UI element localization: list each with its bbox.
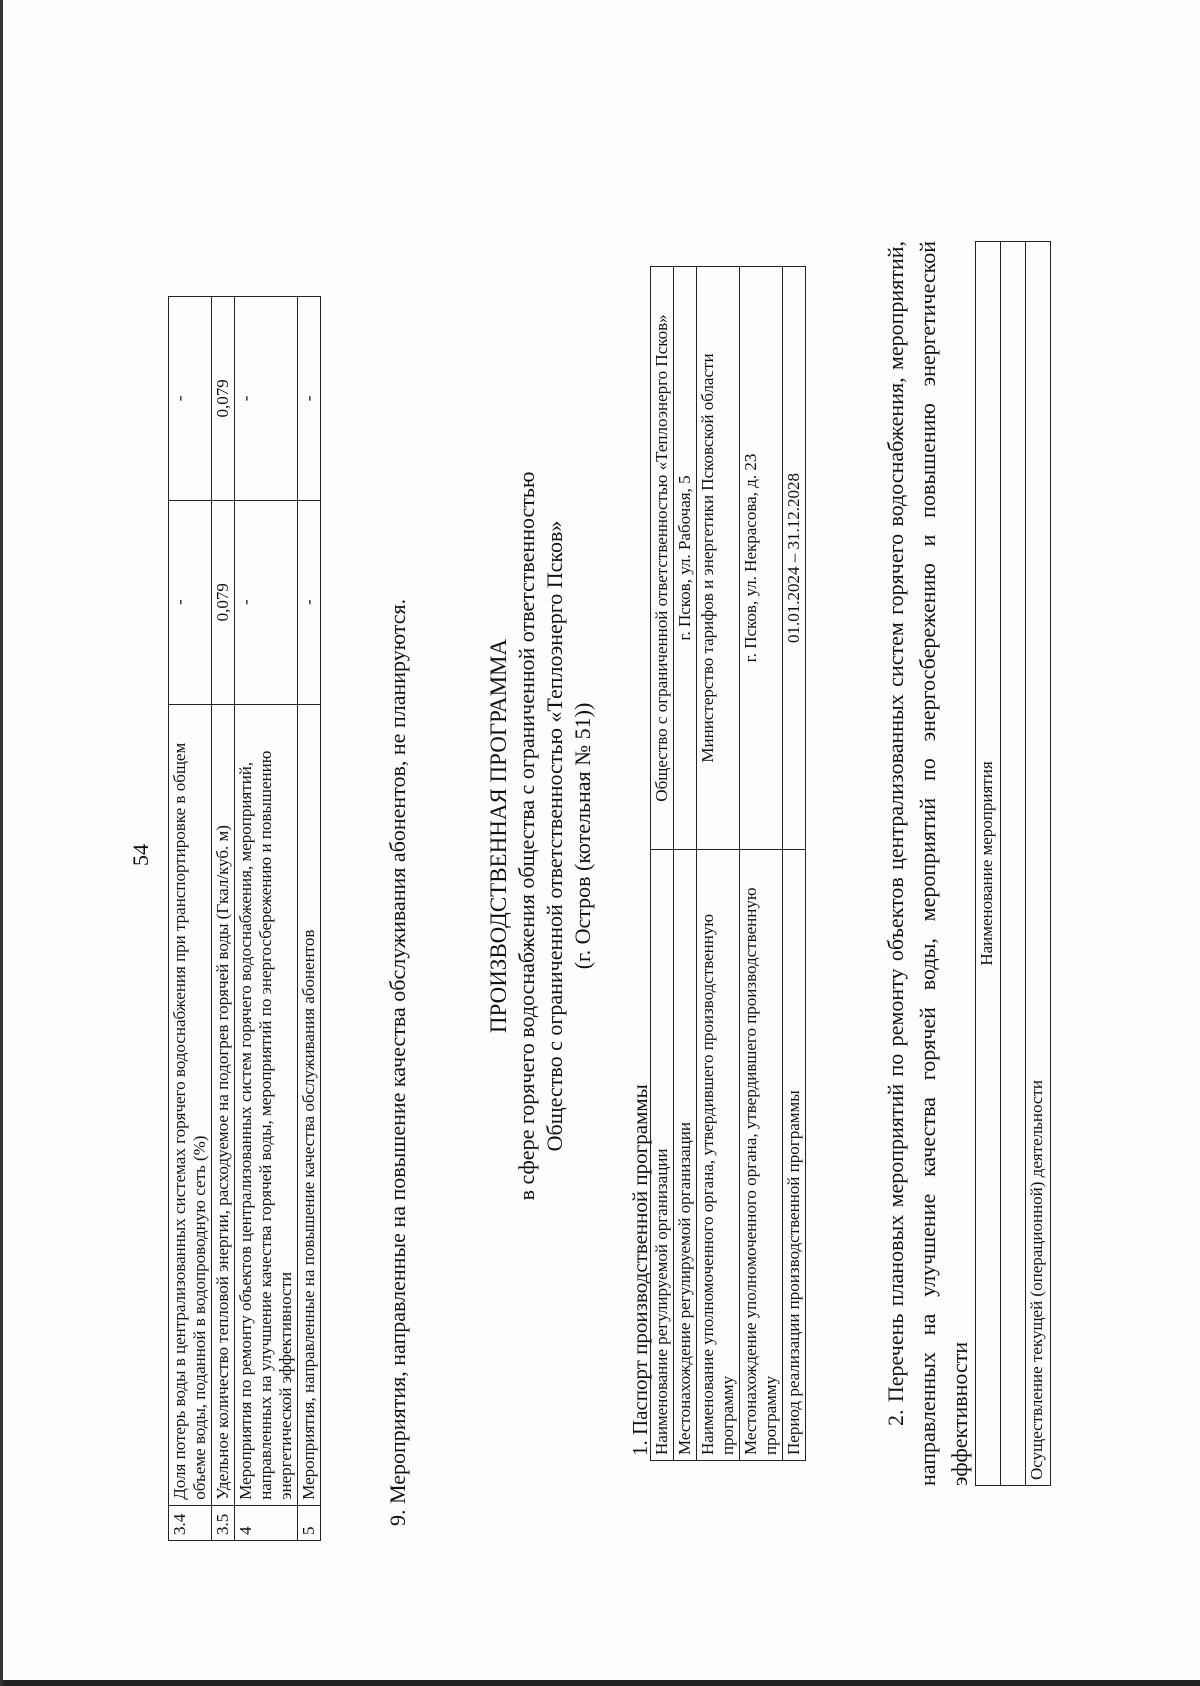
activities-header: Наименование мероприятия bbox=[976, 242, 1001, 1486]
section-2-text: 2. Перечень плановых мероприятий по ремонту объектов централизованных систем горячего водоснабжения, мероприятий, направленных на улучшение качества горячей воды, мероприятий по энергосбережению и повышению энергетической эффективности bbox=[883, 241, 972, 1486]
row-number: 3.4 bbox=[169, 1505, 212, 1540]
table-row bbox=[1001, 242, 1026, 1486]
section-9-text: 9. Мероприятия, направленные на повышение качества обслуживания абонентов, не планируются. bbox=[385, 598, 410, 1526]
passport-value: 01.01.2024 – 31.12.2028 bbox=[783, 267, 806, 850]
row-name: Доля потерь воды в централизованных системах горячего водоснабжения при транспортировке в общем объеме воды, поданной в водопроводную сеть (%) bbox=[169, 704, 212, 1505]
table-row bbox=[674, 267, 697, 1461]
row-value: - bbox=[169, 297, 212, 501]
table-row bbox=[697, 267, 740, 1461]
passport-value: Министерство тарифов и энергетики Псковской области bbox=[697, 267, 740, 850]
program-title: ПРОИЗВОДСТВЕННАЯ ПРОГРАММА bbox=[486, 638, 511, 1034]
row-value: 0,079 bbox=[212, 297, 235, 501]
location-note: (г. Остров (котельная № 51)) bbox=[570, 702, 595, 970]
table-row bbox=[783, 267, 806, 1461]
row-number: 5 bbox=[298, 1505, 321, 1540]
passport-label: Период реализации производственной программы bbox=[783, 850, 806, 1461]
row-number: 4 bbox=[235, 1505, 298, 1540]
row-value: 0,079 bbox=[212, 500, 235, 704]
page-number: 54 bbox=[128, 844, 153, 866]
passport-label: Местонахождение регулируемой организации bbox=[674, 850, 697, 1461]
table-row bbox=[212, 297, 235, 1541]
row-name: Мероприятия по ремонту объектов централизованных систем горячего водоснабжения, мероприятий, направленных на улучшение качества горячей воды, мероприятий по энергосбережению и повышению энергетической эффективности bbox=[235, 704, 298, 1505]
table-row bbox=[235, 297, 298, 1541]
table-row bbox=[1026, 242, 1051, 1486]
passport-label: Наименование уполномоченного органа, утвердившего производственную программу bbox=[697, 850, 740, 1461]
passport-label: Наименование регулируемой организации bbox=[651, 850, 674, 1461]
organization-name: Общество с ограниченной ответственностью «Теплоэнерго Псков» bbox=[542, 520, 567, 1152]
row-name: Удельное количество тепловой энергии, расходуемое на подогрев горячей воды (Гкал/куб. м) bbox=[212, 704, 235, 1505]
row-value: - bbox=[235, 500, 298, 704]
activity-item: Осуществление текущей (операционной) деятельности bbox=[1026, 242, 1051, 1486]
passport-label: Местонахождение уполномоченного органа, утвердившего производственную программу bbox=[740, 850, 783, 1461]
table-row bbox=[976, 242, 1001, 1486]
row-value: - bbox=[298, 500, 321, 704]
program-subtitle: в сфере горячего водоснабжения общества с ограниченной ответственностью bbox=[514, 471, 539, 1201]
activities-table bbox=[975, 241, 1051, 1486]
metrics-table bbox=[168, 296, 321, 1541]
table-row bbox=[298, 297, 321, 1541]
scan-edge-left bbox=[0, 1680, 1200, 1686]
table-row bbox=[651, 267, 674, 1461]
passport-table bbox=[650, 266, 806, 1461]
row-name: Мероприятия, направленные на повышение качества обслуживания абонентов bbox=[298, 704, 321, 1505]
passport-value: г. Псков, ул. Рабочая, 5 bbox=[674, 267, 697, 850]
scan-edge-top bbox=[0, 0, 3, 1686]
row-value: - bbox=[169, 500, 212, 704]
passport-value: Общество с ограниченной ответственностью «Теплоэнерго Псков» bbox=[651, 267, 674, 850]
row-number: 3.5 bbox=[212, 1505, 235, 1540]
table-cell-empty bbox=[1001, 242, 1026, 1486]
program-title-block bbox=[485, 286, 597, 1386]
row-value: - bbox=[235, 297, 298, 501]
table-row bbox=[169, 297, 212, 1541]
table-row bbox=[740, 267, 783, 1461]
passport-value: г. Псков, ул. Некрасова, д. 23 bbox=[740, 267, 783, 850]
row-value: - bbox=[298, 297, 321, 501]
passport-heading: 1. Паспорт производственной программы bbox=[628, 1084, 652, 1456]
